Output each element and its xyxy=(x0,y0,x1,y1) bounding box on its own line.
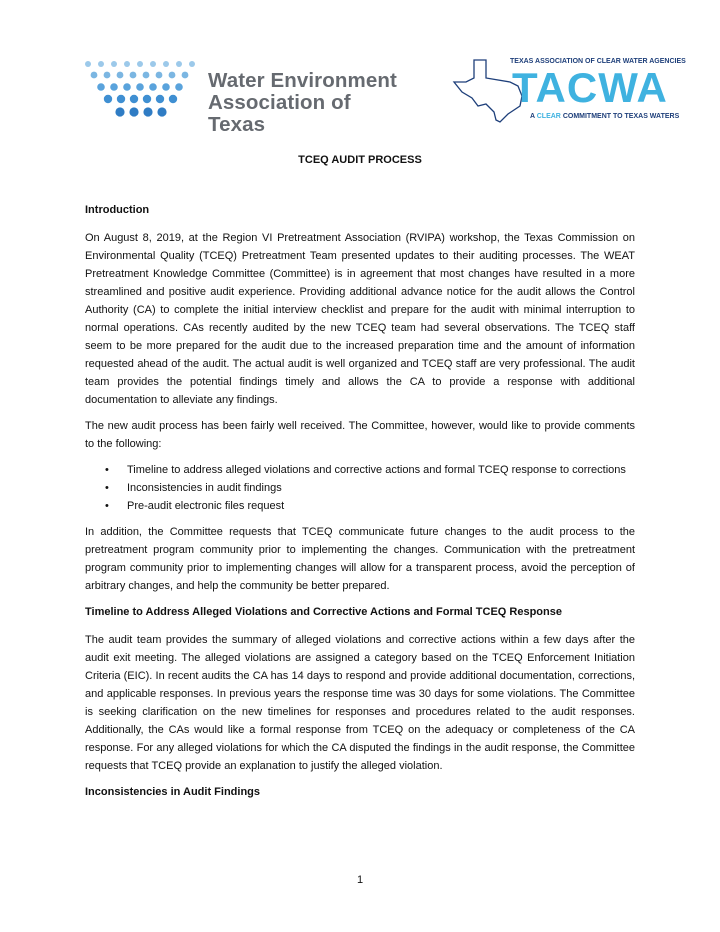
bullet-list xyxy=(85,461,635,515)
list-item xyxy=(105,461,635,479)
tacwa-top-text: TEXAS ASSOCIATION OF CLEAR WATER AGENCIES xyxy=(510,58,686,65)
list-item xyxy=(105,479,635,497)
bullet-icon: • xyxy=(105,482,109,494)
bullet-icon: • xyxy=(105,464,109,476)
list-item-text: Inconsistencies in audit findings xyxy=(127,482,282,494)
paragraph: The audit team provides the summary of alleged violations and corrective actions within a few days after the audit exit meeting. The alleged violations are assigned a category based on the TCEQ Enforcement Initiation Criteria (EIC). In recent audits the CA has 14 days to respond and provide additional documentation, corrections, and applicable responses. In previous years the response time was 30 days for some violations. The Committee is seeking clarification on the new timelines for responses and procedures related to the audit responses. Additionally, the CAs would like a formal response from TCEQ on the adequacy or completeness of the CA response. For any alleged violations for which the CA disputed the findings in the audit response, the Committee requests that TCEQ provide an explanation to justify the alleged violation. xyxy=(85,634,635,772)
paragraph: The new audit process has been fairly well received. The Committee, however, would like to provide comments to the following: xyxy=(85,420,635,450)
paragraph: On August 8, 2019, at the Region VI Pretreatment Association (RVIPA) workshop, the Texas Commission on Environmental Quality (TCEQ) Pretreatment Team presented updates to their auditing processes. The WEAT Pretreatment Knowledge Committee (Committee) is in agreement that most changes have resulted in a more streamlined and positive audit experience. Providing additional advance notice for the audit allows the Control Authority (CA) to complete the initial interview checklist and prepare for the audit with minimal interruption to normal operations. CAs recently audited by the new TCEQ team had several observations. The TCEQ staff seem to be more prepared for the audit due to the increased preparation time and the amount of information requested ahead of the audit. The actual audit is well organized and TCEQ staff are very professional. The audit team provides the potential findings timely and allows the CA to provide a response with additional documentation to alleviate any findings. xyxy=(85,232,635,406)
paragraph: In addition, the Committee requests that TCEQ communicate future changes to the audit process to the pretreatment program community prior to implementing the changes. Communication with the pretreatment program community prior to implementing changes will allow for a transparent process, avoid the perception of arbitrary changes, and help the community be better prepared. xyxy=(85,526,635,592)
document-body xyxy=(85,201,635,811)
document-title: TCEQ AUDIT PROCESS xyxy=(298,154,422,166)
weat-name xyxy=(208,70,402,136)
tacwa-tagline-a: A xyxy=(530,113,535,120)
weat-name-line1: Water Environment xyxy=(208,69,397,92)
tacwa-tagline xyxy=(530,113,679,120)
page-number: 1 xyxy=(356,874,364,886)
list-item-text: Timeline to address alleged violations and corrective actions and formal TCEQ response to corrections xyxy=(127,464,626,476)
section-heading: Inconsistencies in Audit Findings xyxy=(85,786,260,798)
tacwa-logo xyxy=(452,56,692,126)
tacwa-tagline-rest: COMMITMENT TO TEXAS WATERS xyxy=(562,113,680,120)
section-heading: Introduction xyxy=(85,204,150,216)
bullet-icon: • xyxy=(105,500,109,512)
weat-name-line2: Association of Texas xyxy=(208,91,351,136)
list-item xyxy=(105,497,635,515)
tacwa-acronym: TACWA xyxy=(512,64,668,111)
weat-dots-icon xyxy=(82,56,202,126)
list-item-text: Pre-audit electronic files request xyxy=(127,500,285,512)
section-heading: Timeline to Address Alleged Violations and Corrective Actions and Formal TCEQ Response xyxy=(85,606,562,618)
weat-logo xyxy=(82,56,402,136)
tacwa-tagline-clear: CLEAR xyxy=(536,113,561,120)
